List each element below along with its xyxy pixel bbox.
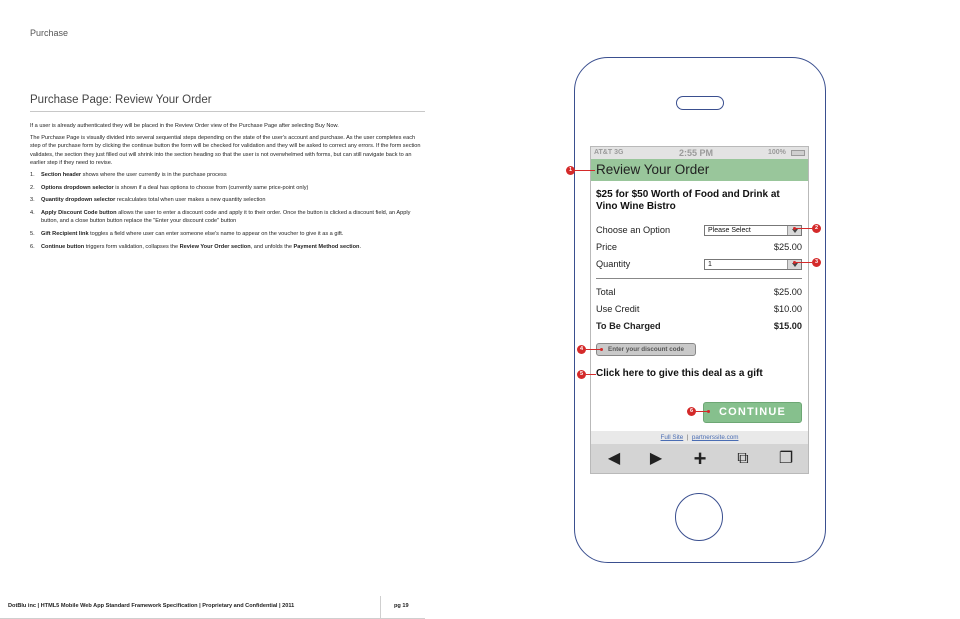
deal-title: $25 for $50 Worth of Food and Drink at Vino Wine Bistro (596, 189, 780, 212)
total-label: Total (596, 287, 616, 297)
credit-value: $10.00 (773, 304, 802, 314)
heading-divider (30, 111, 425, 112)
page-heading: Purchase Page: Review Your Order (30, 94, 212, 106)
callout-dot-6 (707, 410, 710, 413)
clock: 2:55 PM (679, 148, 714, 158)
list-item-text: is shown if a deal has options to choose from (currently same price-point only) (113, 184, 309, 191)
list-item (30, 171, 425, 180)
list-item-term: Gift Recipient link (41, 230, 89, 237)
discount-code-button[interactable]: Enter your discount code (596, 343, 696, 356)
list-item-text: shows where the user currently is in the purchase process (81, 171, 227, 178)
phone-speaker (676, 96, 724, 110)
quantity-dropdown-value: 1 (708, 261, 712, 268)
list-item-text: triggers form validation, collapses the (84, 243, 180, 250)
options-dropdown-value: Please Select (708, 227, 751, 234)
list-item (30, 184, 425, 193)
callout-marker-4: 4 (577, 345, 586, 354)
price-value: $25.00 (773, 242, 802, 252)
callout-dot-3 (793, 261, 796, 264)
total-value: $25.00 (773, 287, 802, 297)
add-icon[interactable]: + (693, 446, 707, 471)
battery-percent: 100% (768, 149, 786, 156)
list-item-text: allows the user to enter a discount code and apply it to their order. Once the button is clicked a discount field, an Apply button, and a close button button replace the "Enter your discount code" button (41, 209, 411, 225)
callout-line-2 (795, 228, 812, 229)
list-item-text: , and unfolds the (250, 243, 294, 250)
totals-divider (596, 278, 802, 279)
list-item (30, 196, 425, 205)
intro-paragraph-2: The Purchase Page is visually divided into several sequential steps depending on the state of the user's account and purchase. As the user completes each step of the purchase form by clicking the continue button the form will be checked for validation and they will be asked to correct any errors. If the form section validates, the section they just filled out will shrink into the section heading so that the user is not overwhelmed with forms, but can still navigate back to an earlier step if they need to revise. (30, 134, 421, 167)
pages-icon[interactable]: ❐ (778, 450, 794, 467)
list-item-term: Apply Discount Code button (41, 209, 117, 216)
section-header[interactable] (591, 159, 808, 181)
partner-site-link[interactable]: partnerssite.com (691, 434, 739, 441)
list-item-term: Quantity dropdown selector (41, 197, 116, 204)
carrier-label: AT&T 3G (594, 149, 624, 156)
callout-marker-6: 6 (687, 407, 696, 416)
phone-home-button[interactable] (675, 493, 723, 541)
callout-dot-4 (600, 348, 603, 351)
charged-label: To Be Charged (596, 321, 661, 331)
list-item (30, 230, 425, 239)
charged-value: $15.00 (773, 321, 802, 331)
phone-screen (590, 146, 809, 474)
footer-divider (380, 596, 381, 619)
quantity-label: Quantity (596, 259, 631, 269)
page-footer (0, 596, 425, 619)
full-site-link[interactable]: Full Site (660, 434, 684, 441)
back-icon[interactable]: ◀ (607, 450, 621, 467)
bookmarks-icon[interactable]: ⧉ (737, 450, 749, 467)
list-number: 6. (30, 243, 35, 250)
list-number: 5. (30, 230, 35, 237)
status-bar (591, 147, 808, 159)
footer-links (591, 431, 808, 444)
list-item-text: recalculates total when user makes a new quantity selection (115, 197, 266, 204)
callout-marker-3: 3 (812, 258, 821, 267)
list-item-term: Payment Method section (293, 243, 360, 250)
page-number: pg 19 (394, 603, 409, 609)
list-item-text: toggles a field where user can enter someone else's name to appear on the voucher to give it as a gift. (88, 230, 344, 237)
list-number: 3. (30, 197, 35, 204)
footer-text: DotBlu inc | HTML5 Mobile Web App Standard Framework Specification | Proprietary and Confidential | 2011 (8, 603, 295, 609)
list-number: 1. (30, 171, 35, 178)
callout-marker-1: 1 (566, 166, 575, 175)
list-item (30, 209, 425, 226)
list-item-term: Continue button (41, 243, 85, 250)
option-label: Choose an Option (596, 225, 671, 235)
document-body (30, 122, 425, 255)
list-item-term: Options dropdown selector (41, 184, 114, 191)
callout-marker-5: 5 (577, 370, 586, 379)
price-label: Price (596, 242, 617, 252)
quantity-dropdown[interactable] (704, 259, 802, 270)
callout-line-5 (586, 374, 596, 375)
callout-line-3 (795, 262, 812, 263)
annotation-list (30, 171, 425, 251)
battery-icon (791, 150, 805, 156)
link-separator: | (686, 434, 689, 441)
list-item-term: Section header (41, 171, 82, 178)
callout-dot-2 (793, 227, 796, 230)
intro-paragraph-1: If a user is already authenticated they will be placed in the Review Order view of the Purchase Page after selecting Buy Now. (30, 123, 339, 129)
callout-line-1 (575, 170, 595, 171)
list-number: 2. (30, 184, 35, 191)
callout-line-4 (586, 349, 601, 350)
browser-toolbar (591, 444, 808, 474)
list-number: 4. (30, 209, 35, 216)
options-dropdown[interactable] (704, 225, 802, 236)
list-item-term: Review Your Order section (179, 243, 251, 250)
section-label: Purchase (30, 28, 69, 38)
gift-recipient-link[interactable]: Click here to give this deal as a gift (596, 368, 763, 379)
continue-button[interactable]: CONTINUE (703, 402, 802, 423)
section-header-title: Review Your Order (596, 162, 710, 177)
list-item (30, 243, 425, 252)
callout-marker-2: 2 (812, 224, 821, 233)
forward-icon[interactable]: ▶ (649, 450, 663, 467)
list-item-text: . (359, 243, 362, 250)
credit-label: Use Credit (596, 304, 640, 314)
